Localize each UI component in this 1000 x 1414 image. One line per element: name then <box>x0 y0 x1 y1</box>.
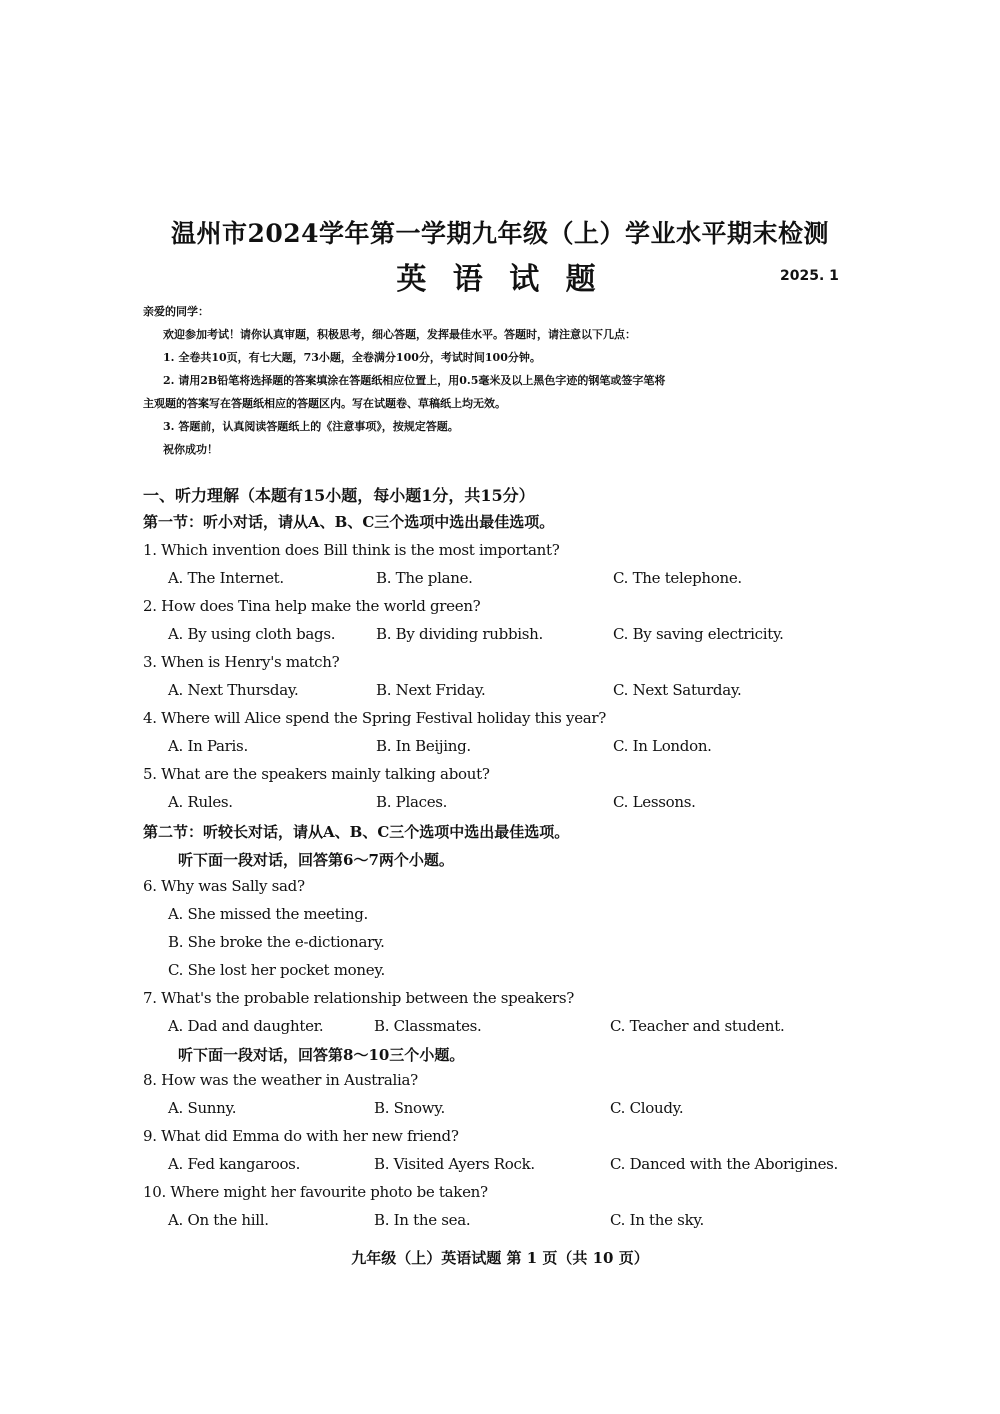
option-b: B. Next Friday. <box>376 681 486 699</box>
question: 8. How was the weather in Australia? <box>143 1071 418 1089</box>
option-a: A. The Internet. <box>168 569 284 587</box>
question: 10. Where might her favourite photo be taken? <box>143 1183 488 1201</box>
option-c: C. The telephone. <box>613 569 742 587</box>
question: 6. Why was Sally sad? <box>143 877 305 895</box>
option-a: A. Dad and daughter. <box>168 1017 324 1035</box>
option-b: B. In the sea. <box>374 1211 471 1229</box>
option-b: B. The plane. <box>376 569 473 587</box>
question: 4. Where will Alice spend the Spring Festival holiday this year? <box>143 709 607 727</box>
part1-heading: 一、听力理解（本题有15小题，每小题1分，共15分） <box>143 486 535 505</box>
greeting: 亲爱的同学： <box>143 305 209 318</box>
question: 2. How does Tina help make the world green? <box>143 597 481 615</box>
exam-subject: 英 语 试 题 <box>396 262 604 297</box>
option-c: C. Cloudy. <box>610 1099 684 1117</box>
instruction-1: 1. 全卷共10页，有七大题，73小题，全卷满分100分，考试时间100分钟。 <box>163 351 541 364</box>
option-c: C. In the sky. <box>610 1211 705 1229</box>
question: 5. What are the speakers mainly talking about? <box>143 765 490 783</box>
option-a: A. In Paris. <box>168 737 248 755</box>
closing: 祝你成功！ <box>163 443 218 456</box>
dialogue-note-8-10: 听下面一段对话，回答第8～10三个小题。 <box>178 1046 465 1064</box>
section1-heading: 第一节：听小对话，请从A、B、C三个选项中选出最佳选项。 <box>143 513 555 531</box>
section2-heading: 第二节：听较长对话，请从A、B、C三个选项中选出最佳选项。 <box>143 823 570 841</box>
option-b: B. Classmates. <box>374 1017 482 1035</box>
instructions-intro: 欢迎参加考试！请你认真审题，积极思考，细心答题，发挥最佳水平。答题时，请注意以下几点： <box>163 328 636 341</box>
instructions <box>143 300 843 461</box>
dialogue-note-6-7: 听下面一段对话，回答第6～7两个小题。 <box>178 851 454 869</box>
option-c: C. Danced with the Aborigines. <box>610 1155 839 1173</box>
option-a: A. Next Thursday. <box>168 681 299 699</box>
page-footer: 九年级（上）英语试题 第 1 页（共 10 页） <box>351 1249 649 1267</box>
exam-title: 温州市2024学年第一学期九年级（上）学业水平期末检测 <box>170 219 830 248</box>
option-b: B. Places. <box>376 793 448 811</box>
option-c: C. In London. <box>613 737 712 755</box>
option-c: C. By saving electricity. <box>613 625 784 643</box>
option-a: A. Fed kangaroos. <box>168 1155 301 1173</box>
option-a: A. She missed the meeting. <box>168 905 368 923</box>
option-a: A. Rules. <box>168 793 233 811</box>
option-c: C. She lost her pocket money. <box>168 961 385 979</box>
instruction-2: 2. 请用2B铅笔将选择题的答案填涂在答题纸相应位置上，用0.5毫米及以上黑色字迹的钢笔或签字笔将 <box>163 374 666 387</box>
option-b: B. By dividing rubbish. <box>376 625 543 643</box>
option-b: B. In Beijing. <box>376 737 471 755</box>
question: 3. When is Henry's match? <box>143 653 340 671</box>
option-c: C. Next Saturday. <box>613 681 742 699</box>
option-c: C. Lessons. <box>613 793 696 811</box>
question: 9. What did Emma do with her new friend? <box>143 1127 459 1145</box>
exam-date: 2025. 1 <box>780 268 839 284</box>
option-c: C. Teacher and student. <box>610 1017 785 1035</box>
option-b: B. She broke the e-dictionary. <box>168 933 385 951</box>
option-a: A. By using cloth bags. <box>168 625 336 643</box>
option-a: A. Sunny. <box>168 1099 237 1117</box>
question: 1. Which invention does Bill think is the most important? <box>143 541 560 559</box>
option-b: B. Visited Ayers Rock. <box>374 1155 535 1173</box>
option-a: A. On the hill. <box>168 1211 269 1229</box>
question: 7. What's the probable relationship between the speakers? <box>143 989 575 1007</box>
instruction-2-cont: 主观题的答案写在答题纸相应的答题区内。写在试题卷、草稿纸上均无效。 <box>143 397 506 410</box>
instruction-3: 3. 答题前，认真阅读答题纸上的《注意事项》，按规定答题。 <box>163 420 459 433</box>
option-b: B. Snowy. <box>374 1099 445 1117</box>
